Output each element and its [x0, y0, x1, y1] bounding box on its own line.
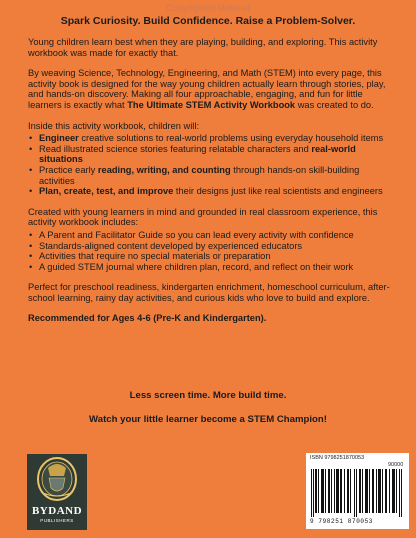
- list-item-bold: reading, writing, and counting: [97, 164, 231, 175]
- list-item: [39, 133, 392, 144]
- list-item: [39, 186, 392, 197]
- publisher-name: BYDAND: [31, 505, 83, 517]
- list-item-text: Read illustrated science stories featuring relatable characters and: [39, 143, 312, 154]
- stem-paragraph-end: was created to do.: [295, 99, 374, 110]
- list-item: • Activities that require no special materials or preparation: [39, 251, 392, 262]
- copyright-watermark: Copyrighted Material: [166, 3, 250, 13]
- tagline-screen-time: Less screen time. More build time.: [129, 390, 287, 401]
- isbn-label: ISBN 9798251870053: [310, 455, 365, 461]
- includes-intro: Created with young learners in mind and grounded in real classroom experience, this activity workbook includes:: [28, 206, 378, 228]
- price-code: 90000: [388, 462, 404, 468]
- stem-paragraph: [28, 68, 392, 110]
- publisher-logo: [27, 454, 87, 530]
- recommended-ages: Recommended for Ages 4-6 (Pre-K and Kindergarten).: [28, 313, 267, 324]
- list-item: • A guided STEM journal where children plan, record, and reflect on their work: [39, 262, 392, 273]
- description: [28, 37, 392, 334]
- list-item-bold: Plan, create, test, and improve: [39, 186, 174, 197]
- list-item: • Standards-aligned content developed by experienced educators: [39, 241, 392, 252]
- list-item-text: Practice early: [39, 164, 98, 175]
- perfect-for-paragraph: Perfect for preschool readiness, kindergarten enrichment, homeschool curriculum, after-school learning, rainy day activities, and curious kids who love to build and explore.: [28, 282, 390, 303]
- includes-list: [28, 230, 392, 272]
- stem-paragraph-text: By weaving Science, Technology, Engineering, and Math (STEM) into every page, this activity book is designed for the way young children actually learn through stories, play, and hands-on discovery. Making all four approachable, engaging, and fun for little learners is exactly what: [28, 68, 386, 110]
- list-item-text: their designs just like real scientists and engineers: [173, 186, 383, 197]
- list-item: • A Parent and Facilitator Guide so you can lead every activity with confidence: [39, 230, 392, 241]
- list-item-text: creative solutions to real-world problems using everyday household items: [78, 133, 384, 144]
- list-item-bold: Engineer: [39, 133, 79, 144]
- list-item: [39, 144, 392, 165]
- tagline-stem-champion: Watch your little learner become a STEM Champion!: [89, 414, 327, 425]
- children-will-list: [28, 133, 392, 197]
- barcode-bars-icon: [309, 469, 406, 517]
- headline: Spark Curiosity. Build Confidence. Raise a Problem-Solver.: [60, 15, 356, 27]
- list-item: [39, 165, 392, 186]
- list-item-bold: real-world situations: [39, 143, 356, 165]
- intro-paragraph: Young children learn best when they are playing, building, and exploring. This activity workbook was made for exactly that.: [28, 37, 378, 58]
- children-will-intro: Inside this activity workbook, children will:: [28, 120, 200, 131]
- book-title: The Ultimate STEM Activity Workbook: [127, 99, 296, 110]
- publisher-subtitle: PUBLISHERS: [40, 518, 74, 523]
- list-item-text: through hands-on skill-building activities: [39, 164, 360, 186]
- barcode: [306, 453, 409, 529]
- barcode-digits: 9 798251 870053: [310, 518, 374, 525]
